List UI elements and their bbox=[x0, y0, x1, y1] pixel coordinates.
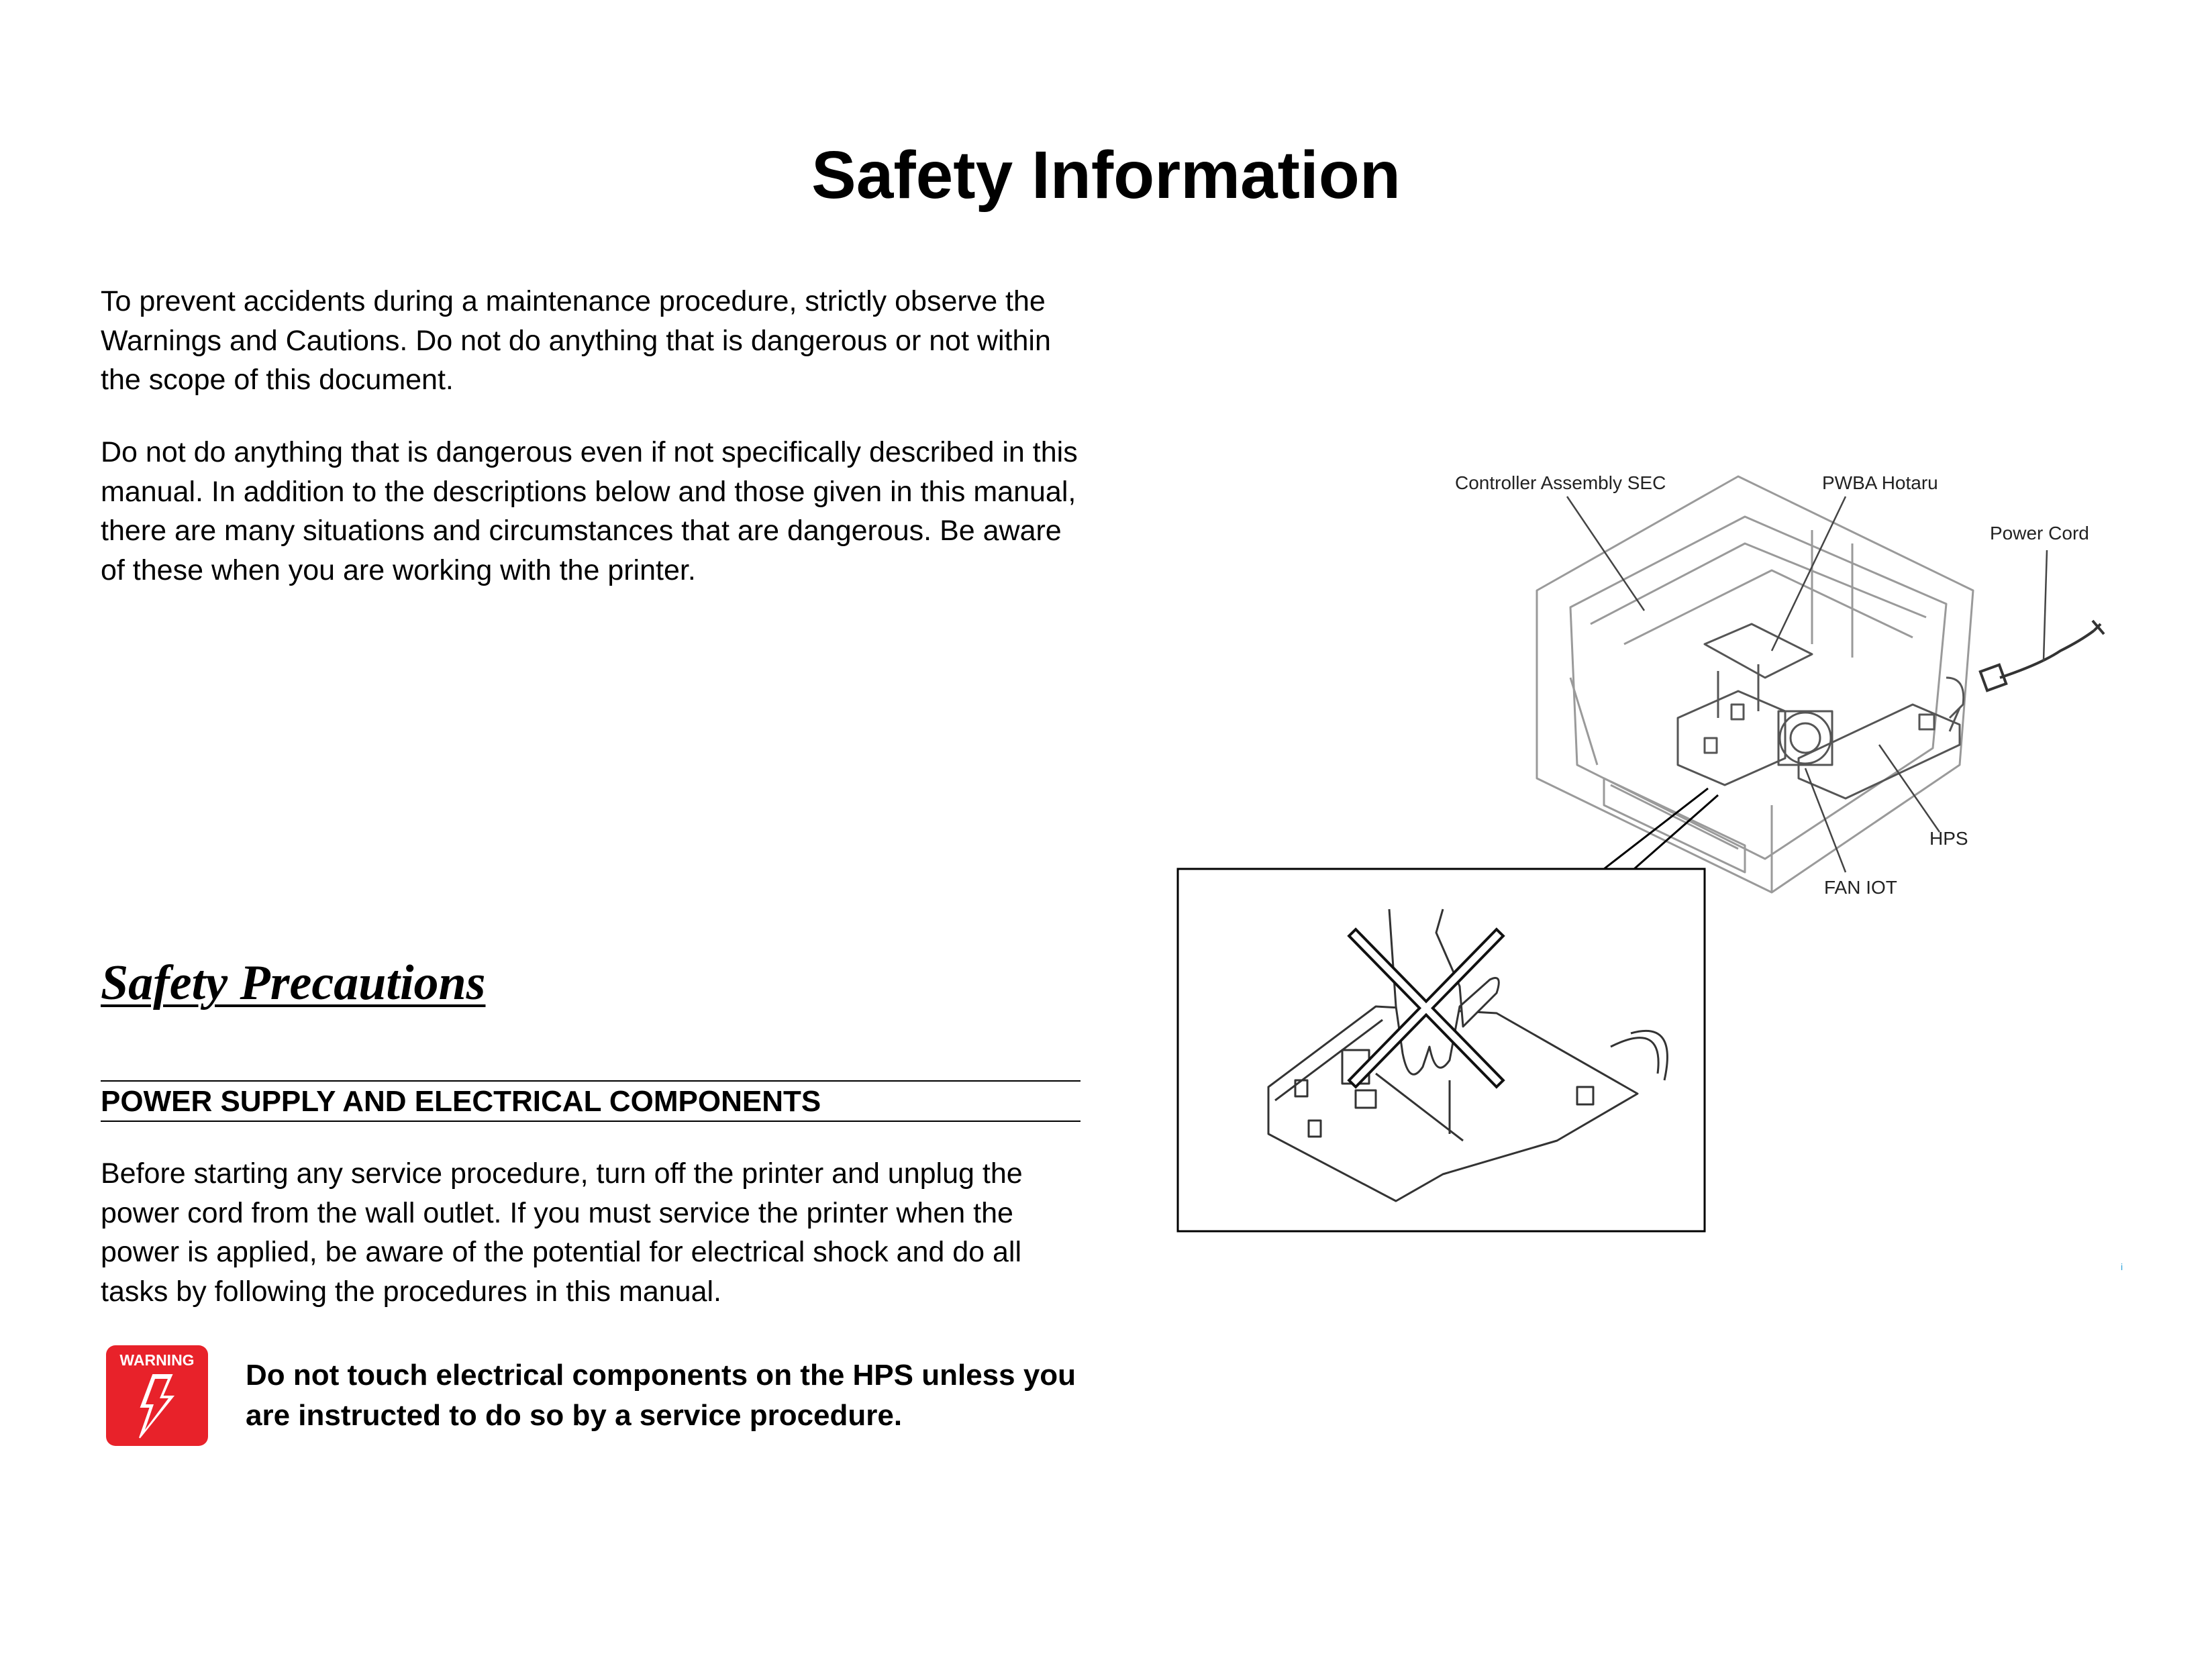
fan-iot bbox=[1780, 713, 1831, 764]
label-pwba-hotaru: PWBA Hotaru bbox=[1822, 472, 1938, 493]
lightning-bolt-icon bbox=[133, 1373, 180, 1439]
power-cord bbox=[2000, 631, 2094, 678]
page-marker: i bbox=[2121, 1261, 2123, 1272]
intro-paragraph-2: Do not do anything that is dangerous even if not specifically described in this manual. In addition to the descriptions below and those given in this manual, there are many situations and circumstances that are dangerous. Be aware of these when you are working with the printer. bbox=[101, 436, 1078, 586]
label-controller-assembly: Controller Assembly SEC bbox=[1455, 472, 1666, 493]
prohibition-x-line-1 bbox=[1356, 936, 1497, 1080]
pwba-board bbox=[1705, 624, 1812, 678]
subheading-bar bbox=[101, 1080, 1080, 1122]
printer-body bbox=[1537, 476, 1973, 892]
controller-board bbox=[1678, 691, 1785, 785]
intro-paragraph-1: To prevent accidents during a maintenance procedure, strictly observe the Warnings and Cautions. Do not do anything that is dangerous or not within the scope of this document. bbox=[101, 285, 1051, 396]
hps-board bbox=[1799, 705, 1960, 798]
section-title: Safety Precautions bbox=[101, 955, 486, 1010]
label-power-cord: Power Cord bbox=[1990, 523, 2089, 543]
inset-box bbox=[1178, 869, 1705, 1231]
inset-hps-board bbox=[1268, 1006, 1638, 1201]
printer-top-rim bbox=[1570, 517, 1946, 859]
prohibition-x-line-2 bbox=[1356, 936, 1497, 1080]
warning-badge bbox=[106, 1345, 208, 1446]
subheading: POWER SUPPLY AND ELECTRICAL COMPONENTS bbox=[101, 1085, 821, 1118]
hand-illustration bbox=[1389, 909, 1499, 1074]
warning-label: WARNING bbox=[119, 1351, 195, 1369]
label-hps: HPS bbox=[1929, 828, 1968, 849]
page-title: Safety Information bbox=[811, 138, 1401, 213]
paper-drawer bbox=[1604, 778, 1745, 872]
label-fan-iot: FAN IOT bbox=[1824, 877, 1897, 898]
warning-text: Do not touch electrical components on the HPS unless you are instructed to do so by a service procedure. bbox=[246, 1359, 1076, 1432]
section-body: Before starting any service procedure, turn off the printer and unplug the power cord from the wall outlet. If you must service the printer when the power is applied, be aware of the potential for electrical shock and do all tasks by following the procedures in this manual. bbox=[101, 1157, 1023, 1308]
